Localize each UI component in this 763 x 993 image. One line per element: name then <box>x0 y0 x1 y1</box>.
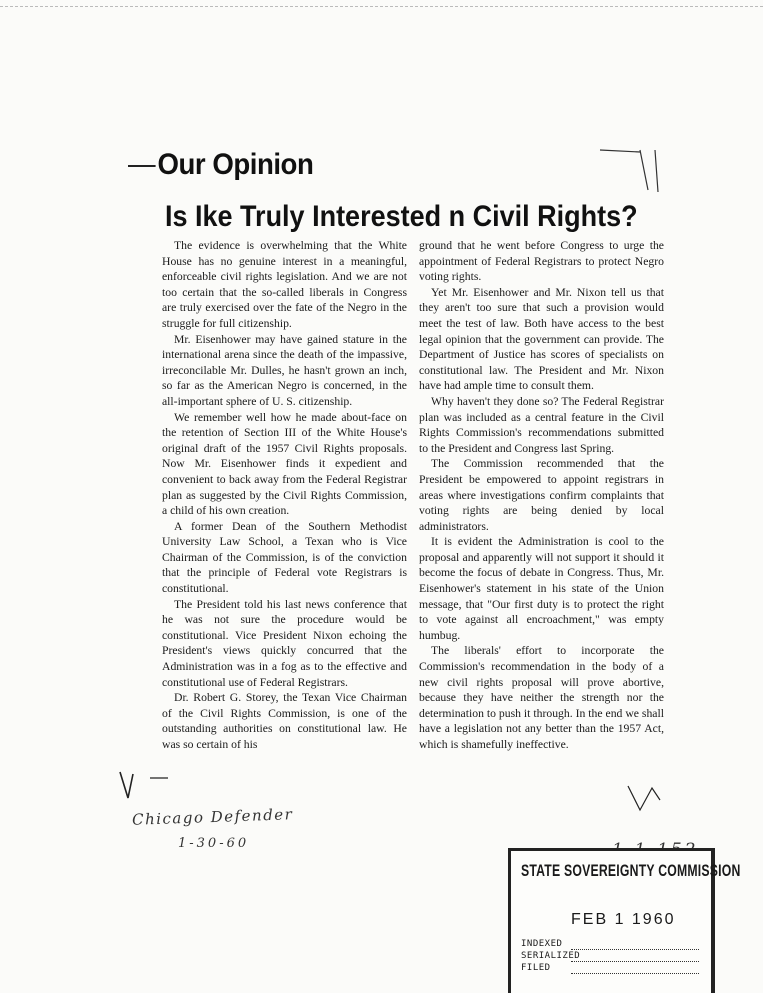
margin-tick-mark <box>120 772 133 798</box>
stamp-blank-line <box>571 961 699 962</box>
stamp-blank-line <box>571 973 699 974</box>
paragraph: The Commission recommended that the President be empowered to appoint registrars in areas where investigations confirm complaints that voting rights are being denied by local administrators. <box>419 457 664 533</box>
handwritten-source: Chicago Defender <box>131 805 294 829</box>
stamp-title: STATE SOVEREIGNTY COMMISSION <box>521 861 741 880</box>
initials-scribble <box>628 786 660 810</box>
paragraph: Why haven't they done so? The Federal Registrar plan was included as a central feature in the Civil Rights Commission's recommendations submitted to the President and Congress last Spring. <box>419 394 664 455</box>
commission-stamp <box>508 848 741 993</box>
stamp-blank-line <box>571 949 699 950</box>
paragraph: It is evident the Administration is cool to the proposal and apparently will not support it should it become the focus of debate in Congress. Thus, Mr. Eisenhower's statement in his state of the Union message, that "Our first duty is to protect the right to vote against all encroachment," was empty humbug. <box>419 535 664 642</box>
stamp-date: FEB 1 1960 <box>571 911 676 928</box>
corner-pen-marks <box>600 150 658 192</box>
paragraph: Mr. Eisenhower may have gained stature in the international arena since the death of the impassive, irreconcilable Mr. Dulles, he hasn't grown an inch, so far as the American Negro is concerned, in the all-important sphere of U. S. citizenship. <box>162 332 407 408</box>
stamp-label-indexed: INDEXED <box>521 939 563 949</box>
paragraph: The evidence is overwhelming that the White House has no genuine interest in a meaningful, enforceable civil rights legislation. And we are not too certain that the so-called liberals in Congress are truly exercised over the fate of the Negro in the struggle for full citizenship. <box>162 239 407 330</box>
paragraph: A former Dean of the Southern Methodist University Law School, a Texan who is Vice Chairman of the Commission, is of the conviction that the principle of Federal vote Registrars is constitutional. <box>162 519 407 596</box>
handwritten-date: 1-30-60 <box>178 836 250 851</box>
kicker-text: Our Opinion <box>157 148 314 181</box>
stamp-label-filed: FILED <box>521 963 551 973</box>
stamp-label-serialized: SERIALIZED <box>521 951 581 961</box>
paragraph: The President told his last news conference that he was not sure the procedure would be constitutional. Vice President Nixon echoing the President's views quickly concurred that the Administration was in a fog as to the effective and constitutional use of Federal Registrars. <box>162 597 407 689</box>
paragraph-continued: ground that he went before Congress to urge the appointment of Federal Registrars to protect Negro voting rights. <box>419 239 664 284</box>
paragraph: The liberals' effort to incorporate the Commission's recommendation in the body of a new civil rights proposal will prove abortive, because they have neither the strength nor the determination to push it through. In the end we shall have a legislation not any better than the 1957 Act, which is shamefully ineffective. <box>419 644 664 751</box>
paragraph: Dr. Robert G. Storey, the Texan Vice Chairman of the Civil Rights Commission, is one of the outstanding authorities on constitutional law. He was so certain of his <box>162 691 407 751</box>
paragraph: Yet Mr. Eisenhower and Mr. Nixon tell us that they aren't too sure that such a provision would meet the test of law. Both have access to the best legal opinion that the government can provide. The Department of Justice has scores of specialists on constitutional law. The President and Mr. Nixon have had ample time to consult them. <box>419 285 664 393</box>
headline: Is Ike Truly Interested n Civil Rights? <box>165 200 638 233</box>
paragraph: We remember well how he made about-face on the retention of Section III of the White House's original draft of the 1957 Civil Rights proposals. Now Mr. Eisenhower finds it expedient and convenient to back away from the Federal Registrar plan as suggested by the Civil Rights Commission, a child of his own creation. <box>162 410 407 518</box>
